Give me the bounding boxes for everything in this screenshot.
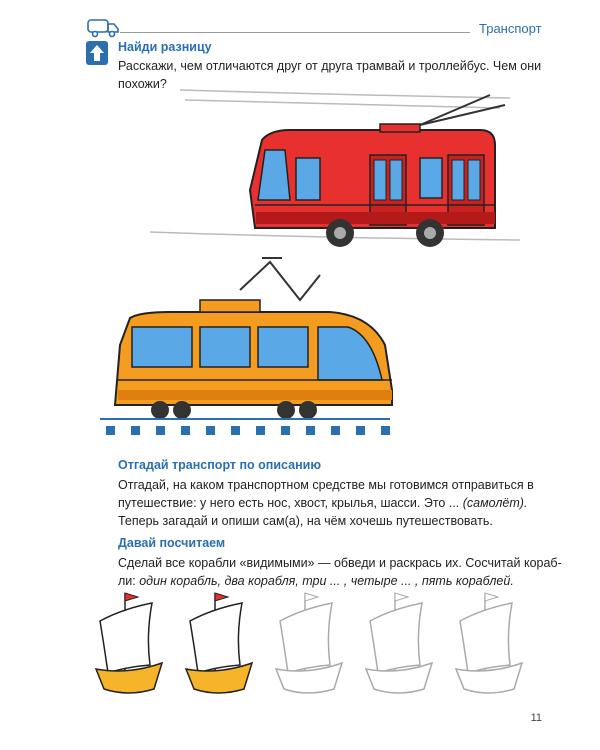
boat-colored (186, 593, 252, 693)
track-tie (331, 426, 340, 435)
task1-text-line2: похожи? (118, 77, 167, 91)
track-tie (206, 426, 215, 435)
task2-line3: Теперь загадай и опиши сам(а), на чём хочешь путешествовать. (118, 514, 493, 528)
boat-colored (96, 593, 162, 693)
track-tie (156, 426, 165, 435)
task1-text-line1: Расскажи, чем отличаются друг от друга трамвай и троллейбус. Чем они (118, 59, 542, 73)
task3-line1: Сделай все корабли «видимыми» — обведи и раскрась их. Сосчитай кораб- (118, 556, 562, 570)
page-number: 11 (530, 712, 542, 724)
track-tie (356, 426, 365, 435)
boat-outline (366, 593, 432, 693)
task2-line2: путешествие: у него есть нос, хвост, крылья, шасси. Это ... (самолёт). (118, 496, 528, 510)
section-title: Транспорт (479, 21, 542, 36)
track-tie (106, 426, 115, 435)
task2-answer: (самолёт). (462, 496, 528, 510)
track-tie (231, 426, 240, 435)
task2-title: Отгадай транспорт по описанию (118, 458, 322, 472)
track-tie (281, 426, 290, 435)
task1-title: Найди разницу (118, 40, 212, 54)
track-tie (306, 426, 315, 435)
task3-title: Давай посчитаем (118, 536, 226, 550)
boats-row (0, 585, 600, 710)
task2-line1: Отгадай, на каком транспортном средстве мы готовимся отправиться в (118, 478, 534, 492)
track-tie (256, 426, 265, 435)
track-tie (181, 426, 190, 435)
task3-counting: один корабль, два корабля, три ... , четыре ... , пять кораблей. (139, 574, 514, 588)
track-tie (131, 426, 140, 435)
boat-outline (276, 593, 342, 693)
task3-line2: ли: один корабль, два корабля, три ... , четыре ... , пять кораблей. (118, 574, 514, 588)
boat-outline (456, 593, 522, 693)
track-tie (381, 426, 390, 435)
